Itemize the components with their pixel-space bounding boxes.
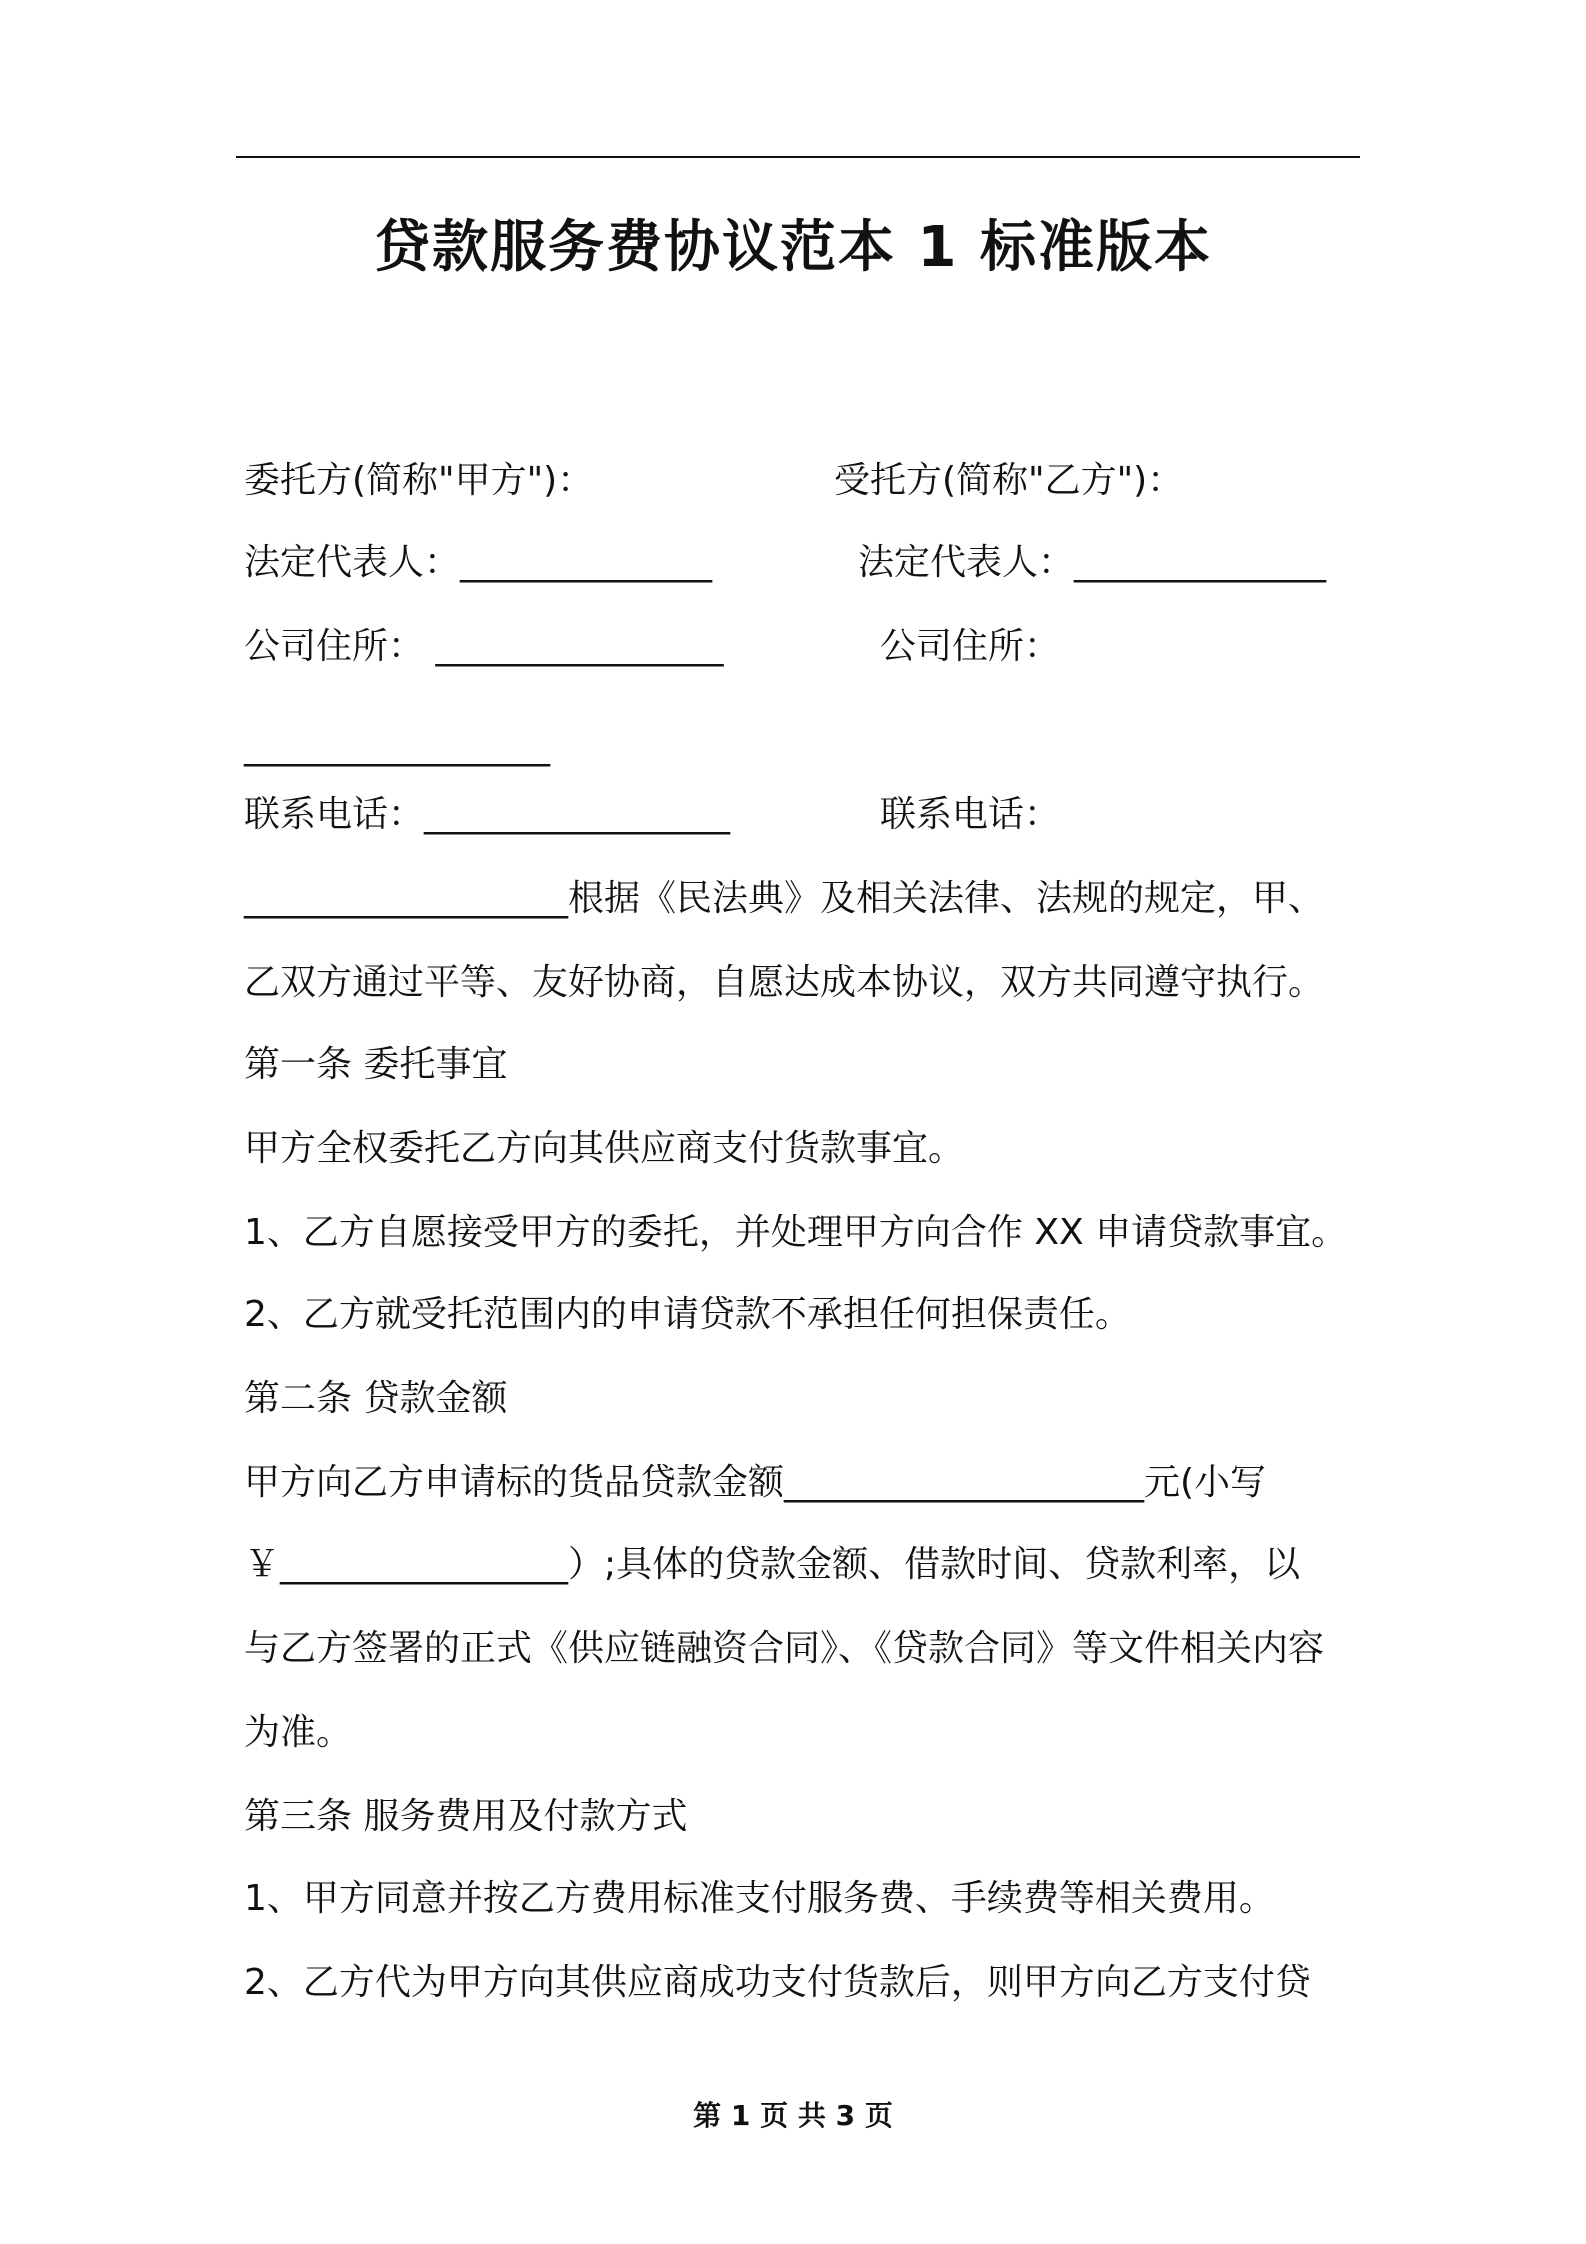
body-line-9: ￥________________）;具体的贷款金额、借款时间、贷款利率，以 bbox=[244, 1544, 1301, 1585]
party-b-address: 公司住所： bbox=[880, 626, 1061, 667]
body-line-10: 与乙方签署的正式《供应链融资合同》、《贷款合同》等文件相关内容 bbox=[244, 1628, 1325, 1669]
party-a-label: 委托方(简称"甲方")： bbox=[244, 460, 594, 501]
body-line-11: 为准。 bbox=[244, 1712, 353, 1753]
party-a-phone: 联系电话：_________________ bbox=[244, 794, 731, 835]
party-b-phone: 联系电话： bbox=[880, 794, 1061, 835]
body-line-8: 甲方向乙方申请标的货品贷款金额____________________元(小写 bbox=[244, 1462, 1267, 1503]
party-a-representative: 法定代表人：______________ bbox=[244, 542, 713, 583]
body-line-1: __________________根据《民法典》及相关法律、法规的规定，甲、 bbox=[244, 878, 1325, 919]
body-line-2: 乙双方通过平等、友好协商，自愿达成本协议，双方共同遵守执行。 bbox=[244, 962, 1325, 1003]
article-3-heading: 第三条 服务费用及付款方式 bbox=[244, 1796, 688, 1837]
body-line-4: 甲方全权委托乙方向其供应商支付货款事宜。 bbox=[244, 1128, 965, 1169]
body-line-5: 1、乙方自愿接受甲方的委托，并处理甲方向合作 XX 申请贷款事宜。 bbox=[244, 1212, 1348, 1253]
body-line-14: 2、乙方代为甲方向其供应商成功支付货款后，则甲方向乙方支付贷 bbox=[244, 1962, 1311, 2003]
party-b-representative: 法定代表人：______________ bbox=[858, 542, 1327, 583]
party-b-label: 受托方(简称"乙方")： bbox=[834, 460, 1184, 501]
party-a-address: 公司住所： ________________ bbox=[244, 626, 724, 667]
body-line-6: 2、乙方就受托范围内的申请贷款不承担任何担保责任。 bbox=[244, 1294, 1131, 1335]
body-line-13: 1、甲方同意并按乙方费用标准支付服务费、手续费等相关费用。 bbox=[244, 1878, 1275, 1919]
article-2-heading: 第二条 贷款金额 bbox=[244, 1378, 508, 1419]
document-title: 贷款服务费协议范本 1 标准版本 bbox=[374, 215, 1212, 280]
article-1-heading: 第一条 委托事宜 bbox=[244, 1044, 508, 1085]
party-b-address-blank: _________________ bbox=[244, 726, 550, 767]
page-footer: 第 1 页 共 3 页 bbox=[693, 2099, 893, 2132]
header-rule bbox=[236, 156, 1360, 158]
